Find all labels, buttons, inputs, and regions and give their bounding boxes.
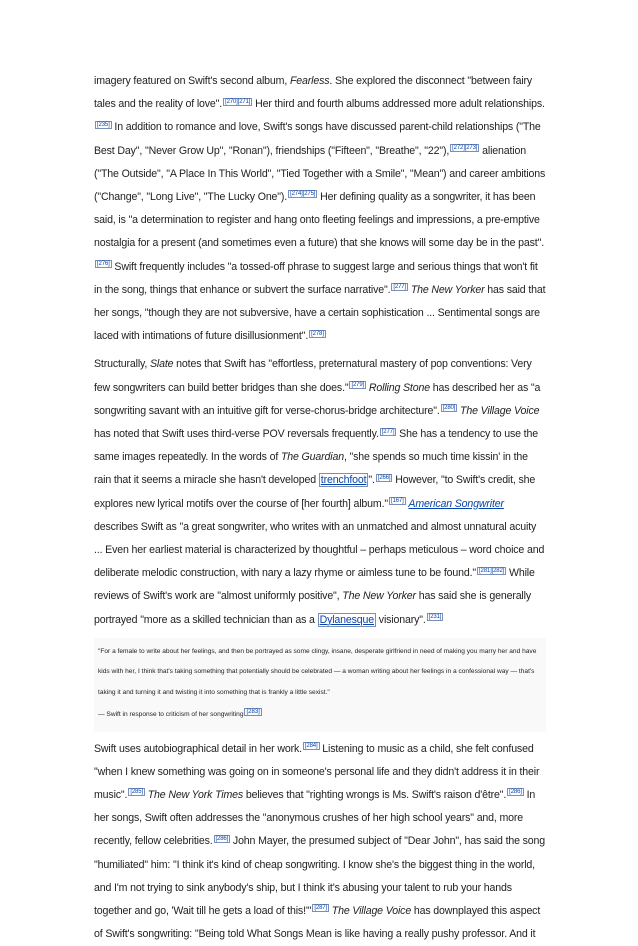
text: has said she is generally portrayed "more as a skilled technician than as a bbox=[94, 590, 531, 625]
text: In addition to romance and love, Swift's songs have discussed parent-child relationships ("The Best Day", "Never Grow Up", "Ronan"), friendships ("Fifteen", "Breathe", "22"), bbox=[94, 121, 541, 156]
citation[interactable]: [286] bbox=[214, 835, 231, 843]
text: has described her as "a songwriting savant with an intuitive gift for verse-chorus-bridge architecture". bbox=[94, 382, 540, 417]
publication-name: The Guardian bbox=[281, 451, 344, 463]
citation[interactable]: [276] bbox=[95, 260, 112, 268]
text: describes Swift as "a great songwriter, who writes with an unmatched and almost unnatural acuity ... Even her earliest material is characterized by thoughtful – perhaps meticulous – word choice and deliberate melodic construction, with nary a lazy rhyme or aimless tune to be found." bbox=[94, 521, 544, 579]
citation[interactable]: [281][282] bbox=[477, 567, 506, 575]
text: Swift uses autobiographical detail in her work. bbox=[94, 743, 302, 755]
publication-name: The New Yorker bbox=[342, 590, 416, 602]
citation[interactable]: [167] bbox=[389, 497, 406, 505]
article-body bbox=[94, 70, 546, 946]
text: While reviews of Swift's work are "almost uniformly positive", bbox=[94, 567, 535, 602]
citation[interactable]: [270][271] bbox=[223, 98, 252, 106]
text: , "she spends so much time kissin' in the rain that it seems a miracle she hasn't developed bbox=[94, 451, 528, 486]
dylanesque-link[interactable]: Dylanesque bbox=[318, 613, 376, 627]
citation[interactable]: [284] bbox=[303, 742, 320, 750]
paragraph-autobiographical bbox=[94, 738, 546, 946]
text: imagery featured on Swift's second album, bbox=[94, 75, 290, 87]
text: However, "to Swift's credit, she explores new lyrical motifs over the course of [her fourth] album." bbox=[94, 474, 535, 509]
citation[interactable]: [287] bbox=[312, 904, 329, 912]
citation[interactable]: [266] bbox=[376, 474, 393, 482]
citation[interactable]: [279] bbox=[349, 381, 366, 389]
citation[interactable]: [277] bbox=[391, 283, 408, 291]
citation[interactable]: [278] bbox=[309, 330, 326, 338]
citation[interactable]: [235] bbox=[95, 121, 112, 129]
citation[interactable]: [285] bbox=[128, 788, 145, 796]
quote-source bbox=[98, 705, 540, 725]
publication-name: The Village Voice bbox=[332, 905, 411, 917]
text: Structurally, bbox=[94, 358, 150, 370]
paragraph-structure bbox=[94, 353, 546, 631]
text: ". bbox=[368, 474, 374, 486]
text: notes that Swift has "effortless, preternatural mastery of pop conventions: Very few songwriters can build better bridges than she does." bbox=[94, 358, 532, 393]
quote-attribution: — Swift in response to criticism of her songwriting bbox=[98, 711, 243, 718]
publication-name: The New Yorker bbox=[411, 284, 485, 296]
text: has said that her songs, "though they are not subversive, have a certain sophistication ... Sentimental songs are laced with intimations of future disillusionment". bbox=[94, 284, 545, 342]
citation[interactable]: [277] bbox=[380, 428, 397, 436]
american-songwriter-link[interactable]: American Songwriter bbox=[408, 498, 503, 510]
citation[interactable]: [280] bbox=[441, 404, 458, 412]
publication-name: The Village Voice bbox=[460, 405, 539, 417]
text: Swift frequently includes "a tossed-off phrase to suggest large and serious things that won't fit in the song, things that enhance or subvert the surface narrative". bbox=[94, 261, 538, 296]
quote-box bbox=[94, 638, 546, 732]
trenchfoot-link[interactable]: trenchfoot bbox=[319, 473, 369, 487]
citation[interactable]: [231] bbox=[427, 613, 444, 621]
citation[interactable]: [286] bbox=[507, 788, 524, 796]
text: visionary". bbox=[376, 614, 426, 626]
text: believes that "righting wrongs is Ms. Swift's raison d'être". bbox=[243, 789, 506, 801]
publication-name: Rolling Stone bbox=[369, 382, 430, 394]
text: John Mayer, the presumed subject of "Dear John", has said the song "humiliated" him: "I think it's kind of cheap songwriting. I know she's the biggest thing in the world, and I'm not trying to sink anybody's ship, but I think it's abusing your talent to rub your hands together and go, 'Wait till he gets a load of this!'" bbox=[94, 835, 545, 917]
quote-text: "For a female to write about her feelings, and then be portrayed as some clingy, insane, desperate girlfriend in need of making you marry her and have kids with her, I think that's taking something that potentially should be celebrated — a woman writing about her feelings in a confessional way — that's taking it and turning it and twisting it into something that is frankly a little sexist." bbox=[98, 642, 540, 703]
text: Her defining quality as a songwriter, it has been said, is "a determination to register and hang onto fleeting feelings and impressions, a pre-emptive nostalgia for a present (and sometimes even a future) that she knows will some day be in the past". bbox=[94, 191, 544, 249]
text: alienation ("The Outside", "A Place In This World", "Tied Together with a Smile", "Mean") and career ambitions ("Change", "Long Live", "The Lucky One"). bbox=[94, 145, 545, 203]
text: has noted that Swift uses third-verse POV reversals frequently. bbox=[94, 428, 379, 440]
paragraph-lyrical-themes bbox=[94, 70, 546, 348]
album-title: Fearless bbox=[290, 75, 329, 87]
citation[interactable]: [272][273] bbox=[450, 144, 479, 152]
text: Her third and fourth albums addressed more adult relationships. bbox=[252, 98, 544, 110]
publication-name: Slate bbox=[150, 358, 173, 370]
text: She has a tendency to use the same images repeatedly. In the words of bbox=[94, 428, 538, 463]
citation[interactable]: [283] bbox=[244, 708, 261, 716]
citation[interactable]: [274][275] bbox=[288, 190, 317, 198]
publication-name: The New York Times bbox=[148, 789, 243, 801]
text: Listening to music as a child, she felt confused "when I knew something was going on in someone's personal life and they didn't address it in their music". bbox=[94, 743, 539, 801]
text: has downplayed this aspect of Swift's songwriting: "Being told What Songs Mean is like having a really pushy professor. And it bbox=[94, 905, 540, 940]
text: In her songs, Swift often addresses the "anonymous crushes of her high school years" and, more recently, fellow celebrities. bbox=[94, 789, 535, 847]
text: . She explored the disconnect "between fairy tales and the reality of love". bbox=[94, 75, 532, 110]
